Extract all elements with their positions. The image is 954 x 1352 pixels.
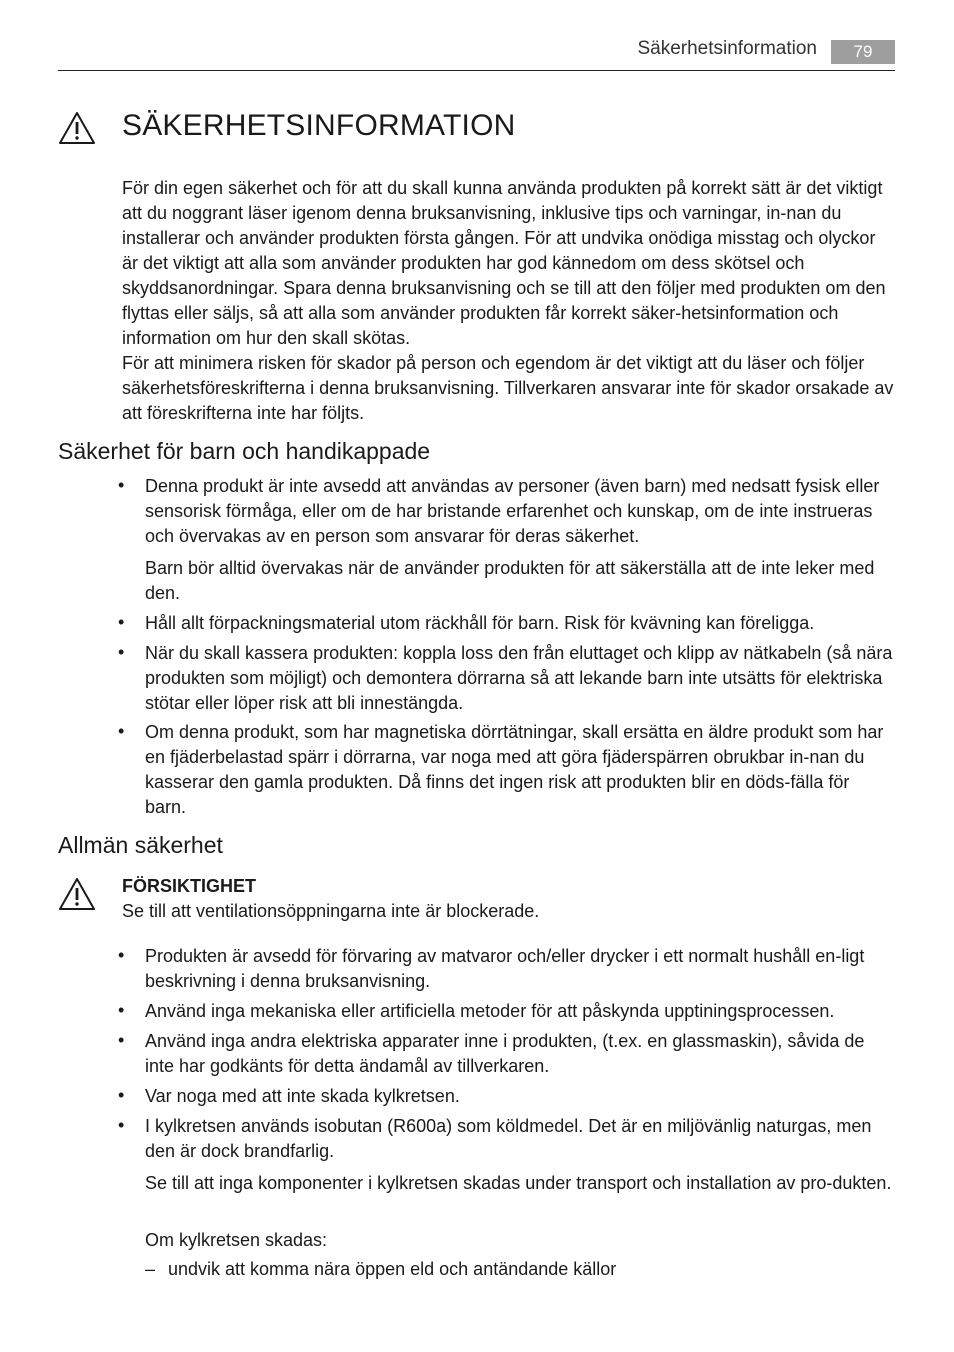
list-item: Om denna produkt, som har magnetiska dörrtätningar, skall ersätta en äldre produkt som har en fjäderbelastad spärr i dörrarna, var noga med att göra fjäderspärren obrukbar in-nan du kasserar den gamla produkten. Då finns det ingen risk att produkten blir en döds-fälla för barn. — [145, 722, 884, 817]
list-item: Produkten är avsedd för förvaring av matvaror och/eller drycker i ett normalt hushåll en-ligt beskrivning i denna bruksanvisning. — [145, 946, 865, 991]
list-item-continuation: Se till att inga komponenter i kylkretsen skadas under transport och installation av pro-dukten. — [145, 1173, 892, 1193]
intro-paragraph: För din egen säkerhet och för att du skall kunna använda produkten på korrekt sätt är det viktigt att du noggrant läser igenom denna bruksanvisning, inklusive tips och varningar, in-nan du installerar och använder produkten första gången. För att undvika onödiga misstag och olyckor är det viktigt att alla som använder produkten har god kännedom om dess skötsel och skyddsanordningar. Spara denna bruksanvisning och se till att den följer med produkten om den flyttas eller säljs, så att alla som använder produkten får korrekt säker-hetsinformation och information om hur den skall skötas. — [122, 178, 886, 348]
list-item: Var noga med att inte skada kylkretsen. — [145, 1086, 460, 1106]
bullet-icon: • — [118, 642, 125, 662]
warning-title: FÖRSIKTIGHET — [122, 876, 256, 896]
list-item: Denna produkt är inte avsedd att användas av personer (även barn) med nedsatt fysisk eller sensorisk förmåga, eller om de har bristande erfarenhet och kunskap, om de inte instrueras och övervakas av en person som ansvarar för deras säkerhet. — [145, 476, 880, 546]
bullet-icon: • — [118, 1115, 125, 1135]
list-item: Håll allt förpackningsmaterial utom räckhåll för barn. Risk för kvävning kan föreligga. — [145, 613, 815, 633]
list-item: Använd inga andra elektriska apparater inne i produkten, (t.ex. en glassmaskin), såvida de inte har godkänts för detta ändamål av tillverkaren. — [145, 1031, 865, 1076]
bullet-icon: • — [118, 1085, 125, 1105]
page-title: SÄKERHETSINFORMATION — [122, 109, 516, 142]
section-heading-general: Allmän säkerhet — [58, 832, 223, 858]
warning-triangle-icon — [58, 877, 96, 911]
bullet-icon: • — [118, 475, 125, 495]
bullet-icon: • — [118, 1000, 125, 1020]
list-item-continuation: Barn bör alltid övervakas när de använder produkten för att säkerställa att de inte leker med den. — [145, 558, 875, 603]
warning-triangle-icon — [58, 111, 96, 145]
header-divider — [58, 70, 895, 71]
list-item: I kylkretsen används isobutan (R600a) som köldmedel. Det är en miljövänlig naturgas, men den är dock brandfarlig. — [145, 1116, 872, 1161]
list-item: Använd inga mekaniska eller artificiella metoder för att påskynda upptiningsprocessen. — [145, 1001, 835, 1021]
dash-list-item: undvik att komma nära öppen eld och antändande källor — [168, 1259, 617, 1279]
warning-text: Se till att ventilationsöppningarna inte är blockerade. — [122, 901, 540, 921]
intro-paragraph: För att minimera risken för skador på person och egendom är det viktigt att du läser och följer säkerhetsföreskrifterna i denna bruksanvisning. Tillverkaren ansvarar inte för skador orsakade av att föreskrifterna inte har följts. — [122, 353, 894, 423]
list-item-continuation: Om kylkretsen skadas: — [145, 1230, 328, 1250]
bullet-icon: • — [118, 945, 125, 965]
section-heading-children: Säkerhet för barn och handikappade — [58, 438, 431, 464]
running-header: Säkerhetsinformation — [637, 38, 817, 59]
list-item: När du skall kassera produkten: koppla loss den från eluttaget och klipp av nätkabeln (så nära produkten som möjligt) och demontera dörrarna så att lekande barn inte utsätts för elektriska stötar eller löper risk att bli innestängda. — [145, 643, 893, 713]
dash-icon: – — [145, 1259, 156, 1279]
bullet-icon: • — [118, 721, 125, 741]
page-number: 79 — [831, 40, 895, 64]
bullet-icon: • — [118, 612, 125, 632]
bullet-icon: • — [118, 1030, 125, 1050]
